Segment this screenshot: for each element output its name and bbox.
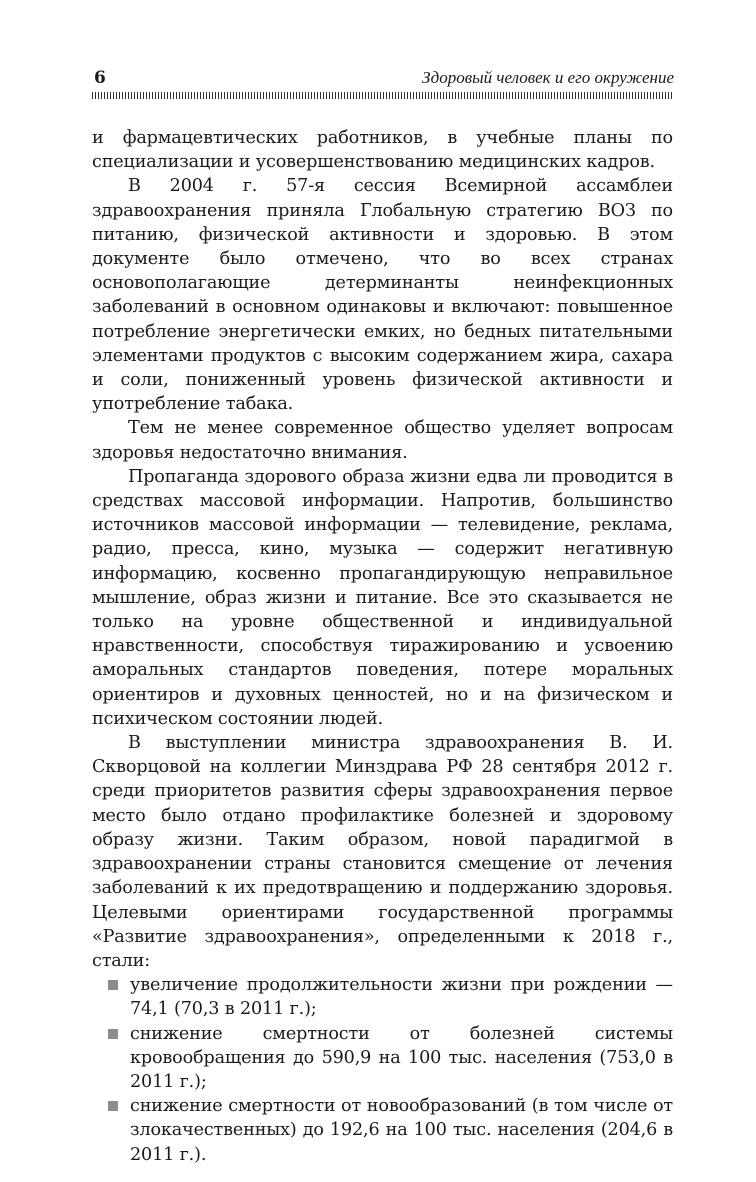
paragraph-media: Пропаганда здорового образа жизни едва ли проводится в средствах массовой информации. Напротив, большинство источников массовой информации — телевидение, реклама, радио, пресса, кино, музыка — содержит негативную информацию, косвенно пропагандирующую неправильное мышление, образ жизни и питание. Все это сказывается не только на уровне общественной и индивидуальной нравственности, способствуя тиражированию и усвоению аморальных стандартов поведения, потере моральных ориентиров и духовных ценностей, но и на физическом и психическом состоянии людей.	[92, 466, 673, 729]
page-number: 6	[94, 68, 106, 88]
list-item-text: снижение смертности от болезней системы кровообращения до 590,9 на 100 тыс. населения (753,0 в 2011 г.);	[130, 1023, 673, 1092]
page-header	[92, 66, 674, 92]
list-item	[92, 1022, 673, 1095]
list-item	[92, 1094, 673, 1167]
header-rule	[92, 92, 674, 99]
body-text	[92, 126, 673, 1167]
paragraph-society: Тем не менее современное общество уделяет вопросам здоровья недостаточно внимания.	[92, 418, 673, 463]
list-item-text: увеличение продолжительности жизни при рождении — 74,1 (70,3 в 2011 г.);	[130, 975, 673, 1020]
square-bullet-icon	[108, 1029, 118, 1039]
paragraph-who-strategy: В 2004 г. 57-я сессия Всемирной ассамблеи здравоохранения приняла Глобальную стратегию ВОЗ по питанию, физической активности и здоровью. В этом документе было отмечено, что во всех странах основополагающие детерминанты неинфекционных заболеваний в основном одинаковы и включают: повышенное потребление энергетически емких, но бедных питательными элементами продуктов с высоким содержанием жира, сахара и соли, пониженный уровень физической активности и употребление табака.	[92, 176, 673, 415]
list-item	[92, 973, 673, 1021]
running-title: Здоровый человек и его окружение	[421, 68, 674, 87]
paragraph-continuation: и фармацевтических работников, в учебные планы по специализации и усовершенствованию медицинских кадров.	[92, 128, 673, 173]
square-bullet-icon	[108, 980, 118, 990]
square-bullet-icon	[108, 1101, 118, 1111]
list-item-text: снижение смертности от новообразований (в том числе от злокачественных) до 192,6 на 100 тыс. населения (204,6 в 2011 г.).	[130, 1096, 673, 1165]
target-list	[92, 973, 673, 1167]
paragraph-minister: В выступлении министра здравоохранения В. И. Скворцовой на коллегии Минздрава РФ 28 сентября 2012 г. среди приоритетов развития сферы здравоохранения первое место было отдано профилактике болезней и здоровому образу жизни. Таким образом, новой парадигмой в здравоохранении страны становится смещение от лечения заболеваний к их предотвращению и поддержанию здоровья. Целевыми ориентирами государственной программы «Развитие здравоохранения», определенными к 2018 г., стали:	[92, 733, 673, 971]
